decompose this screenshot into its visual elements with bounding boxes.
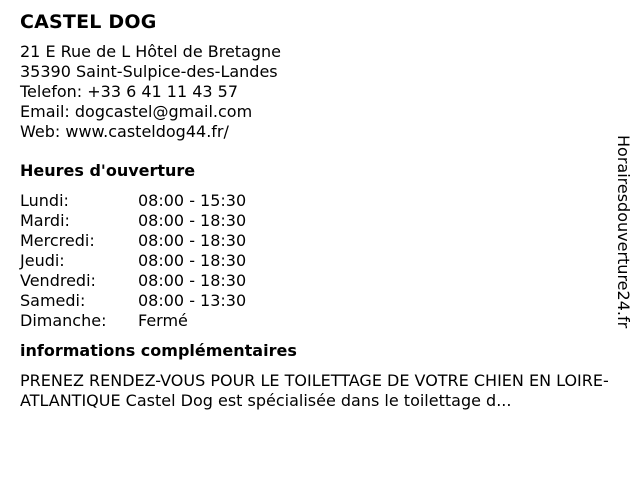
hours-row-vendredi: [20, 271, 610, 291]
hours-day: Dimanche:: [20, 311, 107, 330]
hours-table: [20, 191, 610, 331]
hours-time: 08:00 - 18:30: [138, 271, 247, 290]
web-line: Web: www.casteldog44.fr/: [20, 122, 229, 141]
hours-time: Fermé: [138, 311, 188, 330]
hours-time: 08:00 - 18:30: [138, 231, 247, 250]
hours-row-dimanche: [20, 311, 610, 331]
business-card: [20, 10, 610, 411]
hours-time: 08:00 - 15:30: [138, 191, 247, 210]
side-brand-watermark: Horairesdouverture24.fr: [614, 135, 633, 329]
hours-heading: Heures d'ouverture: [20, 161, 196, 180]
hours-time: 08:00 - 13:30: [138, 291, 247, 310]
address-line-city: 35390 Saint-Sulpice-des-Landes: [20, 62, 278, 81]
info-heading: informations complémentaires: [20, 341, 297, 360]
email-line: Email: dogcastel@gmail.com: [20, 102, 253, 121]
business-name: CASTEL DOG: [20, 11, 157, 33]
hours-time: 08:00 - 18:30: [138, 211, 247, 230]
hours-day: Mardi:: [20, 211, 70, 230]
hours-day: Samedi:: [20, 291, 86, 310]
hours-row-mardi: [20, 211, 610, 231]
hours-day: Jeudi:: [20, 251, 65, 270]
hours-day: Lundi:: [20, 191, 69, 210]
hours-row-mercredi: [20, 231, 610, 251]
hours-day: Mercredi:: [20, 231, 95, 250]
hours-row-lundi: [20, 191, 610, 211]
address-line-street: 21 E Rue de L Hôtel de Bretagne: [20, 42, 282, 61]
hours-time: 08:00 - 18:30: [138, 251, 247, 270]
info-text: PRENEZ RENDEZ-VOUS POUR LE TOILETTAGE DE VOTRE CHIEN EN LOIRE-ATLANTIQUE Castel Dog est spécialisée dans le toilettage d...: [20, 371, 609, 410]
hours-row-samedi: [20, 291, 610, 311]
address-block: [20, 42, 610, 142]
hours-day: Vendredi:: [20, 271, 96, 290]
phone-line: Telefon: +33 6 41 11 43 57: [20, 82, 239, 101]
hours-row-jeudi: [20, 251, 610, 271]
